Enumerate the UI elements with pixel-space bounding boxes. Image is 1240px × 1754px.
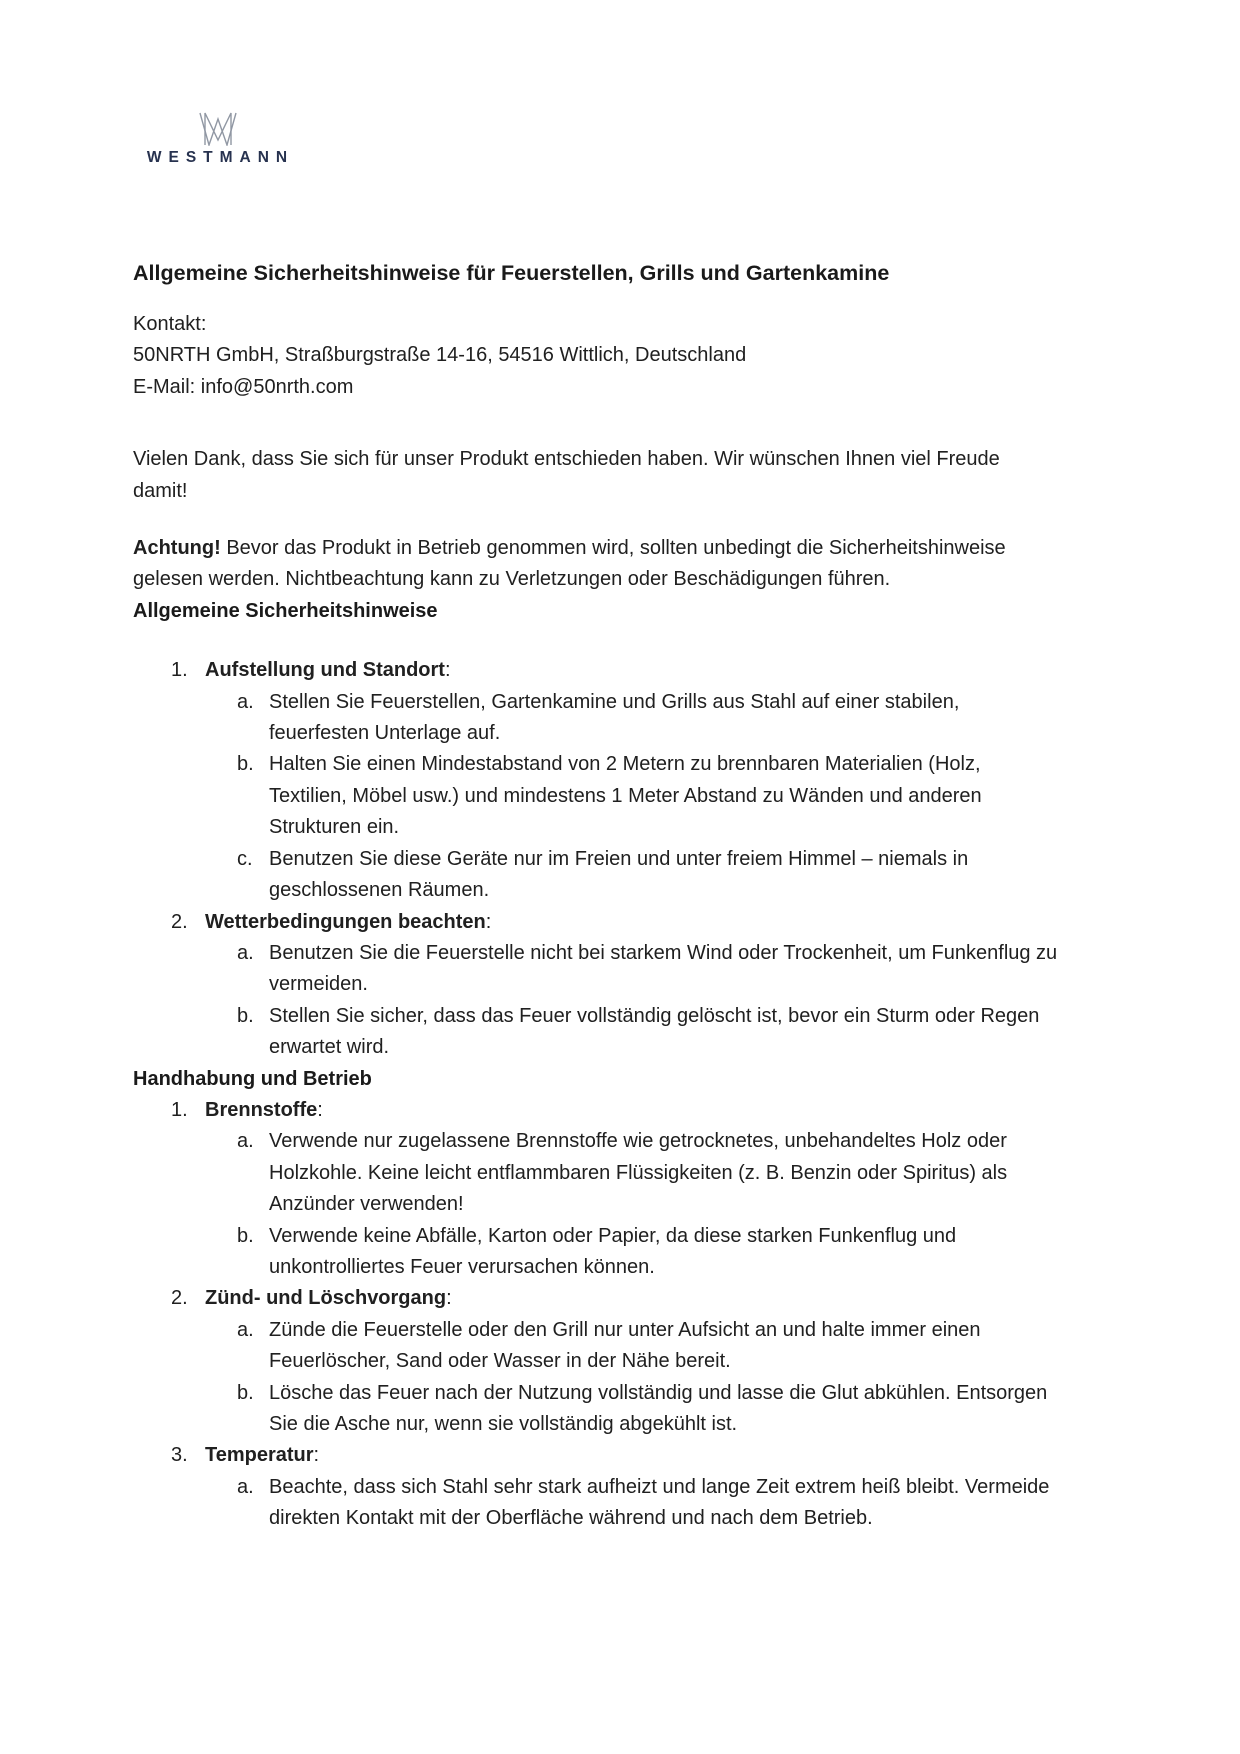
list-handhabung-und-betrieb <box>133 1095 1059 1535</box>
contact-label: Kontakt: <box>133 313 207 335</box>
list-subitem-text: Lösche das Feuer nach der Nutzung vollständig und lasse die Glut abkühlen. Entsorgen Sie die Asche nur, wenn sie vollständig abgekühlt ist. <box>269 1381 1048 1435</box>
list-number: 1. <box>171 1098 188 1121</box>
list-item-suffix: : <box>444 659 451 682</box>
list-subitem <box>133 1001 1059 1064</box>
list-item-suffix: : <box>485 910 492 933</box>
list-letter: b. <box>237 753 254 776</box>
list-subitem-text: Benutzen Sie diese Geräte nur im Freien und unter freiem Himmel – niemals in geschlossenen Räumen. <box>269 847 969 902</box>
list-subitem <box>133 938 1059 1001</box>
list-subitem <box>133 1126 1059 1220</box>
section-heading-handhabung-und-betrieb: Handhabung und Betrieb <box>133 1067 372 1090</box>
list-subitem <box>133 1472 1059 1535</box>
list-letter: b. <box>237 1381 254 1404</box>
contact-email: E-Mail: info@50nrth.com <box>133 375 354 398</box>
list-letter: b. <box>237 1224 254 1247</box>
list-letter: b. <box>237 1004 254 1027</box>
warning-text: Bevor das Produkt in Betrieb genommen wird, sollten unbedingt die Sicherheitshinweise gelesen werden. Nichtbeachtung kann zu Verletzungen oder Beschädigungen führen. <box>133 537 1006 591</box>
list-subitem <box>133 1221 1059 1284</box>
section-heading-allgemeine-sicherheitshinweise: Allgemeine Sicherheitshinweise <box>133 599 438 622</box>
list-subitem-text: Zünde die Feuerstelle oder den Grill nur unter Aufsicht an und halte immer einen Feuerlöscher, Sand oder Wasser in der Nähe bereit. <box>269 1318 981 1373</box>
list-item-brennstoffe <box>133 1095 1059 1126</box>
document-title: Allgemeine Sicherheitshinweise für Feuerstellen, Grills und Gartenkamine <box>133 261 890 285</box>
list-subitem-text: Benutzen Sie die Feuerstelle nicht bei starkem Wind oder Trockenheit, um Funkenflug zu vermeiden. <box>269 941 1058 996</box>
list-item-title: Brennstoffe <box>205 1098 318 1121</box>
list-letter: c. <box>237 847 253 870</box>
list-item-wetterbedingungen <box>133 907 1059 938</box>
list-subitem-text: Verwende keine Abfälle, Karton oder Papier, da diese starken Funkenflug und unkontrolliertes Feuer verursachen können. <box>269 1224 957 1278</box>
list-item-suffix: : <box>446 1287 452 1310</box>
list-subitem <box>133 1315 1059 1378</box>
westmann-monogram-icon <box>199 112 237 146</box>
list-letter: a. <box>237 941 254 964</box>
contact-block <box>133 309 1059 403</box>
intro-paragraph: Vielen Dank, dass Sie sich für unser Produkt entschieden haben. Wir wünschen Ihnen viel Freude damit! <box>133 448 1000 502</box>
list-item-temperatur <box>133 1440 1059 1471</box>
contact-address: 50NRTH GmbH, Straßburgstraße 14-16, 54516 Wittlich, Deutschland <box>133 344 747 367</box>
warning-paragraph <box>133 533 1059 596</box>
list-letter: a. <box>237 1475 254 1498</box>
warning-label: Achtung! <box>133 537 221 560</box>
list-allgemeine-sicherheitshinweise <box>133 655 1059 1063</box>
brand-wordmark: WESTMANN <box>146 149 295 166</box>
list-subitem <box>133 844 1059 907</box>
list-subitem-text: Verwende nur zugelassene Brennstoffe wie getrocknetes, unbehandeltes Holz oder Holzkohle. Keine leicht entflammbaren Flüssigkeiten (z. B. Benzin oder Spiritus) als Anzünder verwenden! <box>269 1130 1008 1216</box>
list-item-zuend-und-loeschvorgang <box>133 1283 1059 1314</box>
list-subitem-text: Stellen Sie sicher, dass das Feuer vollständig gelöscht ist, bevor ein Sturm oder Regen erwartet wird. <box>269 1004 1040 1059</box>
list-subitem <box>133 687 1059 750</box>
list-subitem <box>133 1378 1059 1441</box>
list-item-title: Temperatur <box>205 1444 314 1467</box>
list-subitem-text: Stellen Sie Feuerstellen, Gartenkamine und Grills aus Stahl auf einer stabilen, feuerfesten Unterlage auf. <box>269 690 960 745</box>
list-item-aufstellung-und-standort <box>133 655 1059 686</box>
list-letter: a. <box>237 1130 254 1153</box>
list-item-title: Wetterbedingungen beachten <box>205 910 486 933</box>
list-number: 3. <box>171 1444 188 1467</box>
list-item-title: Zünd- und Löschvorgang <box>205 1287 447 1310</box>
list-number: 2. <box>171 1287 188 1310</box>
list-number: 2. <box>171 910 188 933</box>
list-item-suffix: : <box>317 1098 323 1121</box>
list-letter: a. <box>237 1318 254 1341</box>
list-letter: a. <box>237 690 254 713</box>
list-item-title: Aufstellung und Standort <box>205 659 445 682</box>
list-number: 1. <box>171 659 188 682</box>
list-item-suffix: : <box>313 1444 320 1467</box>
list-subitem <box>133 749 1059 843</box>
brand-logo <box>133 112 303 167</box>
list-subitem-text: Halten Sie einen Mindestabstand von 2 Metern zu brennbaren Materialien (Holz, Textilien, Möbel usw.) und mindestens 1 Meter Abstand zu Wänden und anderen Strukturen ein. <box>269 753 982 839</box>
list-subitem-text: Beachte, dass sich Stahl sehr stark aufheizt und lange Zeit extrem heiß bleibt. Vermeide direkten Kontakt mit der Oberfläche während und nach dem Betrieb. <box>269 1475 1050 1530</box>
